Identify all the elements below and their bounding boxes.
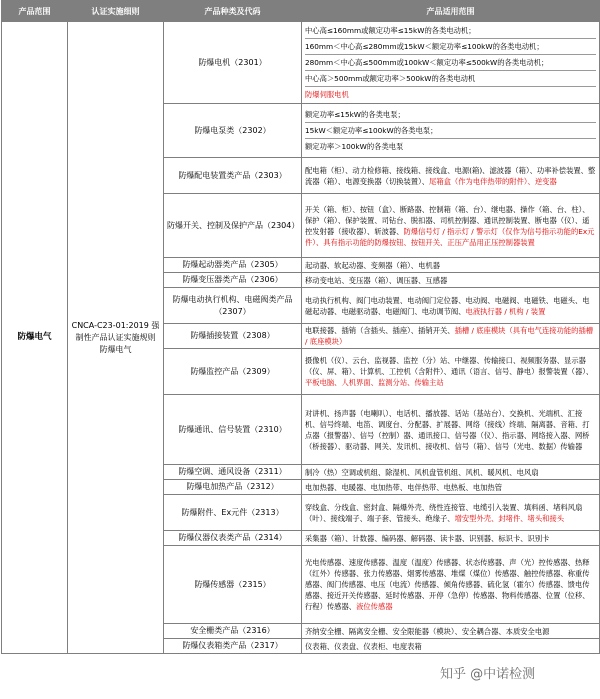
range-text: 开关（箱、柜）、按钮（盒）、断路器、控制箱（箱、台）、继电器、操作（箱、台、柱）、保护（箱）、保护装置、司钻台、脱扣器、司机控制器、通讯控制装置、断电器（仪）、遥控发射器（接收器）、斩波器、 [305, 204, 590, 236]
range-line: 防爆伺服电机 [305, 90, 349, 99]
range-cell [302, 104, 600, 158]
range-text: 起动器、软起动器、变频器（箱）、电机器 [305, 260, 440, 270]
category-name: 防爆电动执行机构、电磁阀类产品（2307） [164, 288, 302, 324]
rule-cell: CNCA-C23-01:2019 强制性产品认证实施规则 防爆电气 [68, 22, 164, 654]
range-text-highlight: 增安型外壳、封堵件、堵头和接头 [454, 513, 565, 523]
range-line: 额定功率≤15kW的各类电泵； [305, 107, 596, 123]
range-cell [302, 194, 600, 258]
scope-cell: 防爆电气 [2, 22, 68, 654]
range-text: 穿线盒、分线盒、密封盒、隔爆外壳、绕性连接管、电缆引入装置、填料函、堵料风扇（叶）、接线端子、端子套、管接头、绝缘子、 [305, 502, 583, 523]
header-row [2, 1, 600, 22]
range-text: 电联接器、插销（含插头、插座）、插销开关、 [305, 326, 455, 335]
category-name: 防爆变压器类产品（2306） [164, 273, 302, 288]
range-text: 摄像机（仪）、云台、监视器、监控（分）站、中继器、传输接口、视频服务器、显示器（仪、屏、箱）、计算机、工控机（含附件）、通讯（语言、信号、静电）报警装置（器）、 [305, 356, 594, 376]
range-line: 额定功率＞100kW的各类电泵 [305, 142, 404, 151]
category-name: 安全栅类产品（2316） [164, 624, 302, 639]
category-name: 防爆空调、通风设备（2311） [164, 465, 302, 480]
category-name: 防爆仪器仪表类产品（2314） [164, 531, 302, 546]
range-text-highlight: 液位传感器 [356, 602, 393, 611]
category-name: 防爆起动器类产品（2305） [164, 258, 302, 273]
range-text-highlight: 插槽 / 底座模块（具有电气连接功能的插槽 / 底座模块） [305, 326, 594, 346]
category-name: 防爆开关、控制及保护产品（2304） [164, 194, 302, 258]
range-cell [302, 324, 600, 349]
range-cell [302, 288, 600, 324]
range-cell [302, 495, 600, 531]
range-line: 15kW＜额定功率≤100kW的各类电泵； [305, 123, 596, 139]
category-name: 防爆附件、Ex元件（2313） [164, 495, 302, 531]
range-cell [302, 639, 600, 654]
range-text: 光电传感器、速度传感器、温度（温度）传感器、状态传感器、声（光）控传感器、热释（红外）传感器、张力传感器、烟雾传感器、堆煤（煤位）传感器、触控传感器、称重传感器、阀门传感器、电压（电流）传感器、倾角传感器、硫化氢（霍尔）传感器、馈电传感器、接近开关传感器、延时传感器、开停（急停）传感器、物料传感器、位置（位移、行程）传感器、 [305, 558, 590, 611]
range-text: 制冷（热）空调或机组、除湿机、风机盘管机组、风机、暖风机、电风扇 [305, 467, 539, 477]
range-text: 采集器（箱）、计数器、编码器、解码器、读卡器、识别器、标识卡、识别卡 [305, 533, 550, 543]
range-line: 中心高＞500mm或额定功率＞500kW的各类电动机 [305, 71, 596, 87]
range-text-highlight: 电液执行器 / 机构 / 装置 [465, 306, 546, 316]
range-cell [302, 531, 600, 546]
range-text: 对讲机、扬声器（电喇叭）、电话机、播放器、话站（基站台）、交换机、光端机、汇接机、信号终端、电笛、调度台、分配器、扩展器、网络（接线）终端、隔离器、音箱、打点器（报警器）、信号（控制）器、通讯接口、信号器（仪）、指示器、网络接入器、网桥（桥接器）、驱动器、网关、发讯机、接收机、信号（箱）、信号（光电、数据）传输器 [305, 408, 590, 451]
category-name: 防爆电加热产品（2312） [164, 480, 302, 495]
range-cell [302, 465, 600, 480]
range-text: 配电箱（柜）、动力检修箱、接线箱、接线盒、电源(箱)、滤波器（箱）、功率补偿装置、整流器（箱）、电源变换器（切换装置）、 [305, 165, 596, 186]
range-text-highlight: 尾箱盒（作为电伴热带的附件）、逆变器 [429, 176, 557, 186]
range-cell [302, 22, 600, 104]
table-body [2, 22, 600, 654]
header-category: 产品种类及代码 [164, 1, 302, 22]
category-name: 防爆电泵类（2302） [164, 104, 302, 158]
range-cell [302, 258, 600, 273]
range-cell [302, 273, 600, 288]
range-text-highlight: 防爆信号灯 / 指示灯 / 警示灯（仅作为信号指示功能的Ex元件）、具有指示功能的防爆按钮、按钮开关、正压产品用正压控制器装置 [305, 226, 595, 247]
range-text: 电动执行机构、阀门电动装置、电动阀门定位器、电动阀、电磁阀、电磁铁、电磁头、电磁起动器、电磁驱动器、电磁阀门、电动调节阀、 [305, 295, 590, 316]
header-scope: 产品范围 [2, 1, 68, 22]
category-name: 防爆插接装置（2308） [164, 324, 302, 349]
range-cell [302, 480, 600, 495]
header-range: 产品适用范围 [302, 1, 600, 22]
range-text: 齐纳安全栅、隔离安全栅、安全限能器（模块）、安全耦合器、本质安全电源 [305, 626, 550, 636]
category-name: 防爆监控产品（2309） [164, 349, 302, 395]
range-cell [302, 349, 600, 395]
range-line: 280mm＜中心高≤500mm或100kW＜额定功率≤500kW的各类电动机； [305, 55, 596, 71]
watermark: 知乎 @中诺检测 [440, 667, 536, 682]
range-text: 移动变电站、变压器（箱）、调压器、互感器 [305, 275, 448, 285]
category-name: 防爆传感器（2315） [164, 546, 302, 624]
range-text: 仪表箱、仪表盘、仪表柜、电度表箱 [305, 641, 422, 651]
category-name: 防爆仪表箱类产品（2317） [164, 639, 302, 654]
category-name: 防爆配电装置类产品（2303） [164, 158, 302, 194]
certification-table [1, 0, 600, 654]
header-rule: 认证实施细则 [68, 1, 164, 22]
range-line: 中心高≤160mm或额定功率≤15kW的各类电动机； [305, 23, 596, 39]
range-text-highlight: 平板电脑、人机界面、监测分站、传输主站 [305, 378, 444, 387]
category-name: 防爆通讯、信号装置（2310） [164, 395, 302, 465]
range-text: 电加热器、电暖器、电加热带、电伴热带、电热板、电加热管 [305, 482, 503, 492]
range-cell [302, 158, 600, 194]
range-cell [302, 546, 600, 624]
range-cell [302, 395, 600, 465]
range-line: 160mm＜中心高≤280mm或15kW＜额定功率≤100kW的各类电动机； [305, 39, 596, 55]
category-name: 防爆电机（2301） [164, 22, 302, 104]
table-row [2, 22, 600, 104]
range-cell [302, 624, 600, 639]
